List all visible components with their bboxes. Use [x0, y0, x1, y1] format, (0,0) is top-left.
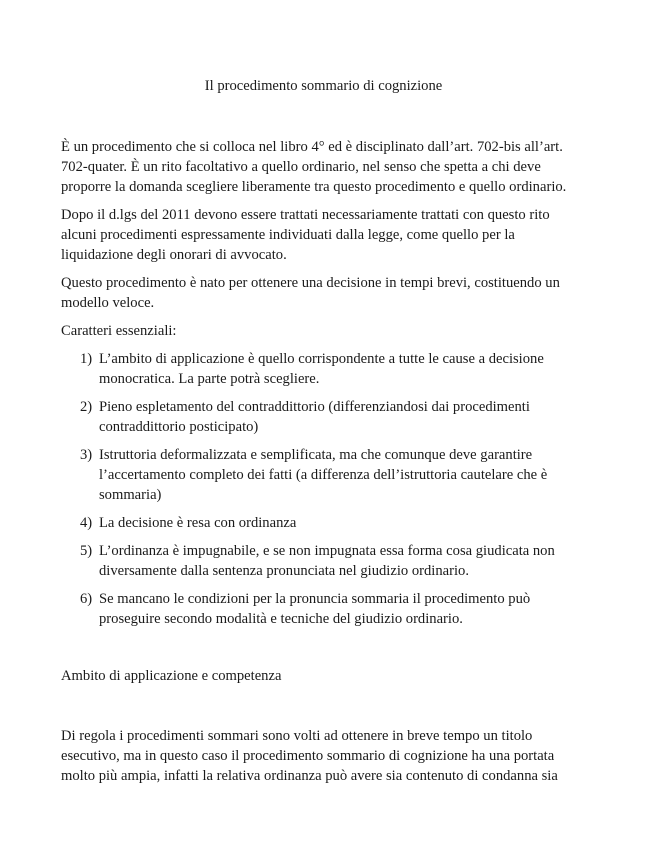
paragraph-purpose: Questo procedimento è nato per ottenere una decisione in tempi brevi, costituendo un modello veloce. — [61, 275, 560, 311]
section-heading: Ambito di applicazione e competenza — [61, 668, 282, 684]
list-item — [80, 349, 586, 389]
list-item-text: La decisione è resa con ordinanza — [99, 515, 297, 531]
paragraph-characteristics-label: Caratteri essenziali: — [61, 323, 177, 339]
document-page — [61, 76, 586, 786]
list-item-number: 5) — [80, 543, 93, 559]
list-item-number: 6) — [80, 591, 93, 607]
list-item-number: 3) — [80, 447, 93, 463]
list-item-text: Istruttoria deformalizzata e semplificata, ma che comunque deve garantire l’accertamento completo dei fatti (a differenza dell’istruttoria cautelare che è sommaria) — [99, 447, 548, 503]
list-item-number: 1) — [80, 351, 93, 367]
paragraph-dlgs: Dopo il d.lgs del 2011 devono essere trattati necessariamente trattati con questo rito alcuni procedimenti espressamente individuati dalla legge, come quello per la liquidazione degli onorari di avvocato. — [61, 207, 550, 263]
document-title: Il procedimento sommario di cognizione — [204, 78, 443, 94]
list-item — [80, 589, 586, 629]
list-item-number: 4) — [80, 515, 93, 531]
paragraph-closing: Di regola i procedimenti sommari sono volti ad ottenere in breve tempo un titolo esecutivo, ma in questo caso il procedimento sommario di cognizione ha una portata molto più ampia, infatti la relativa ordinanza può avere sia contenuto di condanna sia — [61, 728, 558, 784]
list-item-number: 2) — [80, 399, 93, 415]
characteristics-list — [61, 349, 586, 629]
list-item-text: L’ambito di applicazione è quello corrispondente a tutte le cause a decisione monocratica. La parte potrà scegliere. — [99, 351, 544, 387]
list-item — [80, 397, 586, 437]
list-item — [80, 445, 586, 505]
list-item — [80, 513, 586, 533]
list-item-text: L’ordinanza è impugnabile, e se non impugnata essa forma cosa giudicata non diversamente dalla sentenza pronunciata nel giudizio ordinario. — [99, 543, 555, 579]
list-item-text: Pieno espletamento del contraddittorio (differenziandosi dai procedimenti contraddittorio posticipato) — [99, 399, 530, 435]
list-item-text: Se mancano le condizioni per la pronuncia sommaria il procedimento può proseguire secondo modalità e tecniche del giudizio ordinario. — [99, 591, 531, 627]
paragraph-intro: È un procedimento che si colloca nel libro 4° ed è disciplinato dall’art. 702-bis all’art. 702-quater. È un rito facoltativo a quello ordinario, nel senso che spetta a chi deve proporre la domanda scegliere liberamente tra questo procedimento e quello ordinario. — [61, 139, 567, 195]
list-item — [80, 541, 586, 581]
